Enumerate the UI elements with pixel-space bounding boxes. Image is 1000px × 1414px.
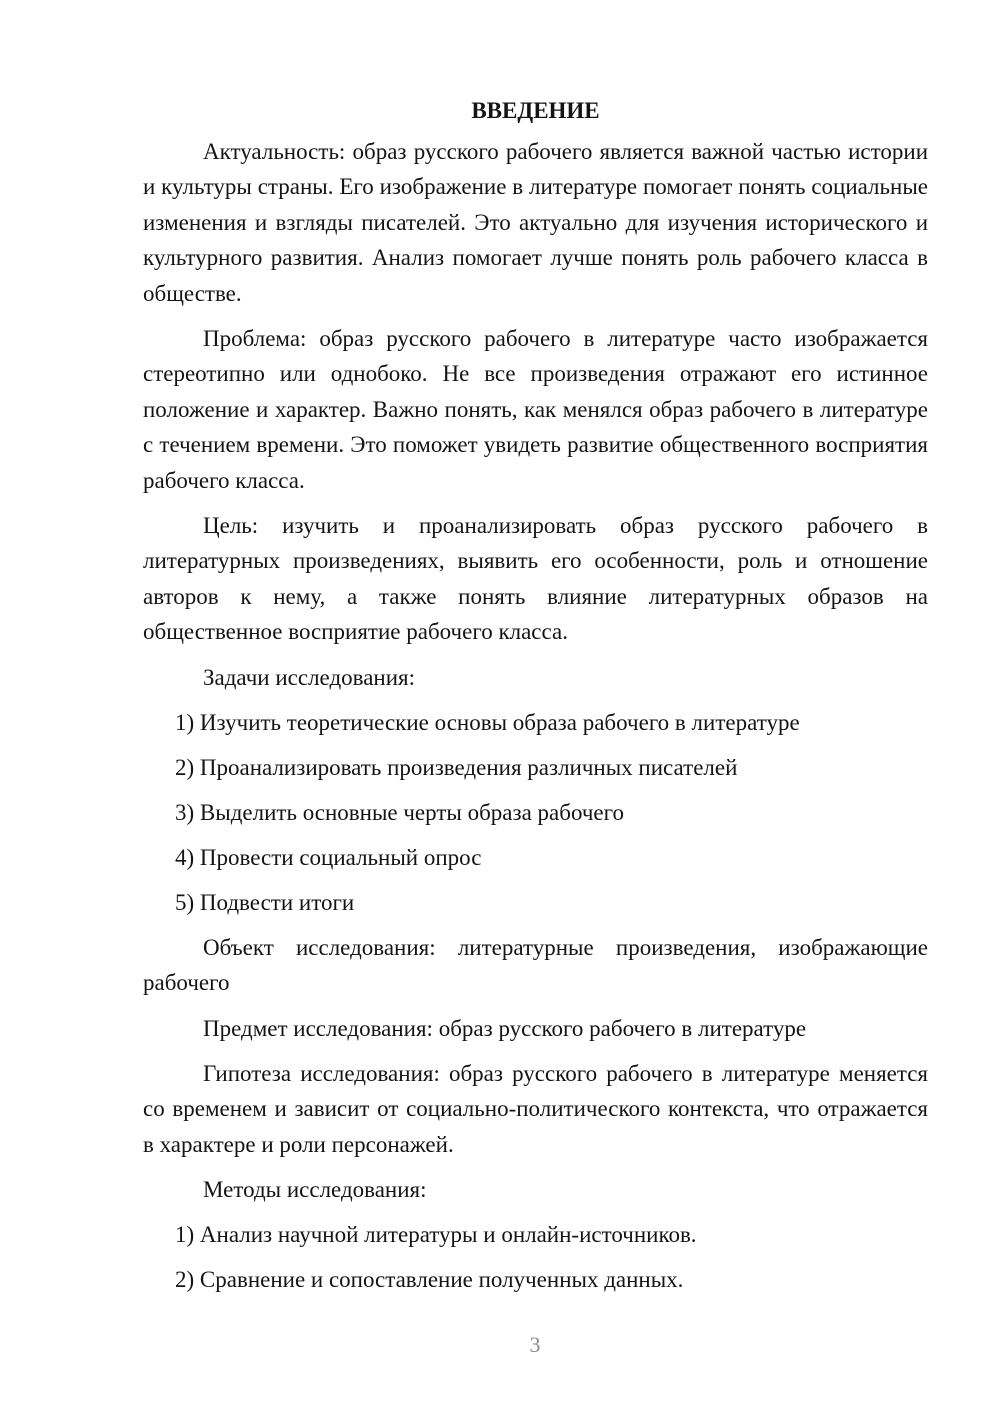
task-item: 3) Выделить основные черты образа рабочего (175, 799, 624, 825)
task-item: 2) Проанализировать произведения различных писателей (175, 754, 738, 780)
tasks-label: Задачи исследования: (203, 664, 416, 690)
method-item: 2) Сравнение и сопоставление полученных данных. (175, 1267, 684, 1293)
task-item: 1) Изучить теоретические основы образа рабочего в литературе (175, 709, 800, 735)
methods-label: Методы исследования: (203, 1177, 427, 1203)
methods-list (143, 1217, 928, 1297)
task-item: 4) Провести социальный опрос (175, 844, 482, 870)
tasks-list (143, 705, 928, 920)
subject-paragraph: Предмет исследования: образ русского рабочего в литературе (203, 1015, 807, 1041)
problem-paragraph: Проблема: образ русского рабочего в литературе часто изображается стереотипно или однобоко. Не все произведения отражают его истинное положение и характер. Важно понять, как менялся образ рабочего в литературе с течением времени. Это поможет увидеть развитие общественного восприятия рабочего класса. (143, 326, 928, 493)
hypothesis-paragraph: Гипотеза исследования: образ русского рабочего в литературе меняется со временем и зависит от социально-политического контекста, что отражается в характере и роли персонажей. (143, 1060, 928, 1157)
document-body (143, 93, 928, 1307)
page-number: 3 (529, 1332, 541, 1357)
task-item: 5) Подвести итоги (175, 889, 355, 915)
relevance-paragraph: Актуальность: образ русского рабочего является важной частью истории и культуры страны. Его изображение в литературе помогает понять социальные изменения и взгляды писателей. Это актуально для изучения исторического и культурного развития. Анализ помогает лучше понять роль рабочего класса в обществе. (143, 139, 928, 306)
goal-paragraph: Цель: изучить и проанализировать образ русского рабочего в литературных произведениях, выявить его особенности, роль и отношение авторов к нему, а также понять влияние литературных образов на общественное восприятие рабочего класса. (143, 513, 928, 645)
section-heading: ВВЕДЕНИЕ (471, 98, 600, 123)
method-item: 1) Анализ научной литературы и онлайн-источников. (175, 1222, 697, 1248)
object-paragraph: Объект исследования: литературные произведения, изображающие рабочего (143, 934, 928, 996)
